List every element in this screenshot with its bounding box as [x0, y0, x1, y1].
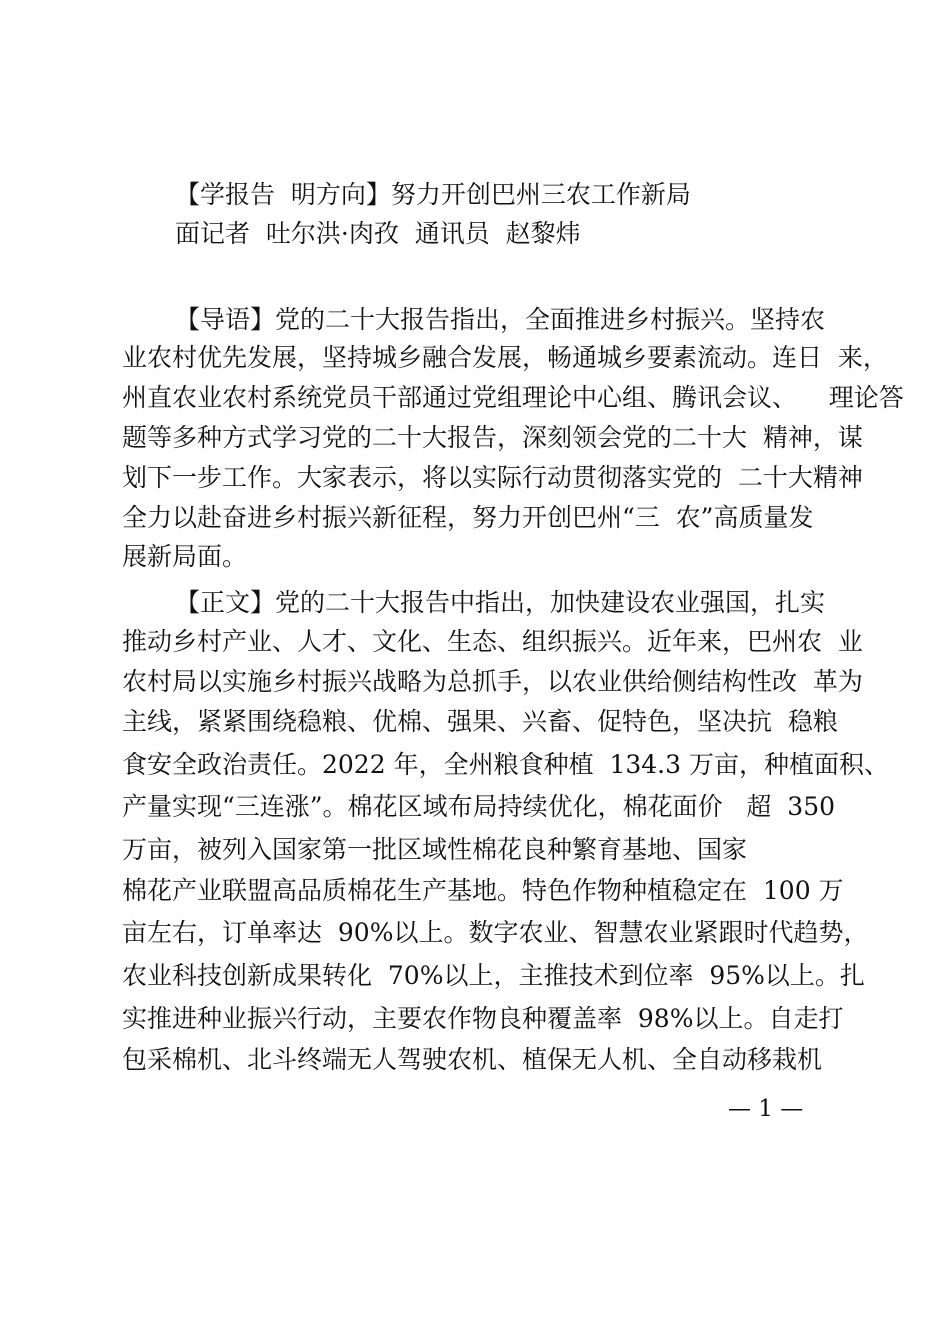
lead-line: 展新局面。: [122, 542, 248, 571]
body-line: 棉花产业联盟高品质棉花生产基地。特色作物种植稳定在 100 万: [122, 876, 844, 905]
lead-line: 州直农业农村系统党员干部通过党组理论中心组、腾讯会议、 理论答: [122, 383, 904, 412]
body-line: 食安全政治责任。2022 年，全州粮食种植 134.3 万亩，种植面积、: [122, 750, 889, 779]
lead-line: 业农村优先发展，坚持城乡融合发展，畅通城乡要素流动。连日 来，: [122, 343, 888, 372]
lead-line: 题等多种方式学习党的二十大报告，深刻领会党的二十大 精神，谋: [122, 423, 863, 452]
lead-line: 【导语】党的二十大报告指出，全面推进乡村振兴。坚持农: [175, 305, 826, 334]
page-number: — 1 —: [728, 1096, 804, 1122]
body-line: 农业科技创新成果转化 70%以上，主推技术到位率 95%以上。扎: [122, 961, 865, 990]
body-line: 包采棉机、北斗终端无人驾驶农机、植保无人机、全自动移栽机: [122, 1045, 823, 1074]
body-line: 实推进种业振兴行动，主要农作物良种覆盖率 98%以上。自走打: [122, 1004, 844, 1033]
article-byline: 面记者 吐尔洪·肉孜 通讯员 赵黎炜: [175, 219, 581, 248]
lead-line: 全力以赴奋进乡村振兴新征程，努力开创巴州“三 农”高质量发: [122, 503, 814, 532]
body-line: 【正文】党的二十大报告中指出，加快建设农业强国，扎实: [175, 588, 826, 617]
lead-line: 划下一步工作。大家表示，将以实际行动贯彻落实党的 二十大精神: [122, 463, 863, 492]
body-line: 农村局以实施乡村振兴战略为总抓手，以农业供给侧结构性改 革为: [122, 667, 863, 696]
body-line: 亩左右，订单率达 90%以上。数字农业、智慧农业紧跟时代趋势，: [122, 918, 869, 947]
article-title: 【学报告 明方向】努力开创巴州三农工作新局: [175, 180, 691, 209]
body-line: 万亩，被列入国家第一批区域性棉花良种繁育基地、国家: [122, 835, 748, 864]
body-line: 产量实现“三连涨”。棉花区域布局持续优化，棉花面价 超 350: [122, 792, 836, 821]
body-line: 主线，紧紧围绕稳粮、优棉、强果、兴畜、促特色，坚决抗 稳粮: [122, 707, 838, 736]
body-line: 推动乡村产业、人才、文化、生态、组织振兴。近年来，巴州农 业: [122, 627, 863, 656]
